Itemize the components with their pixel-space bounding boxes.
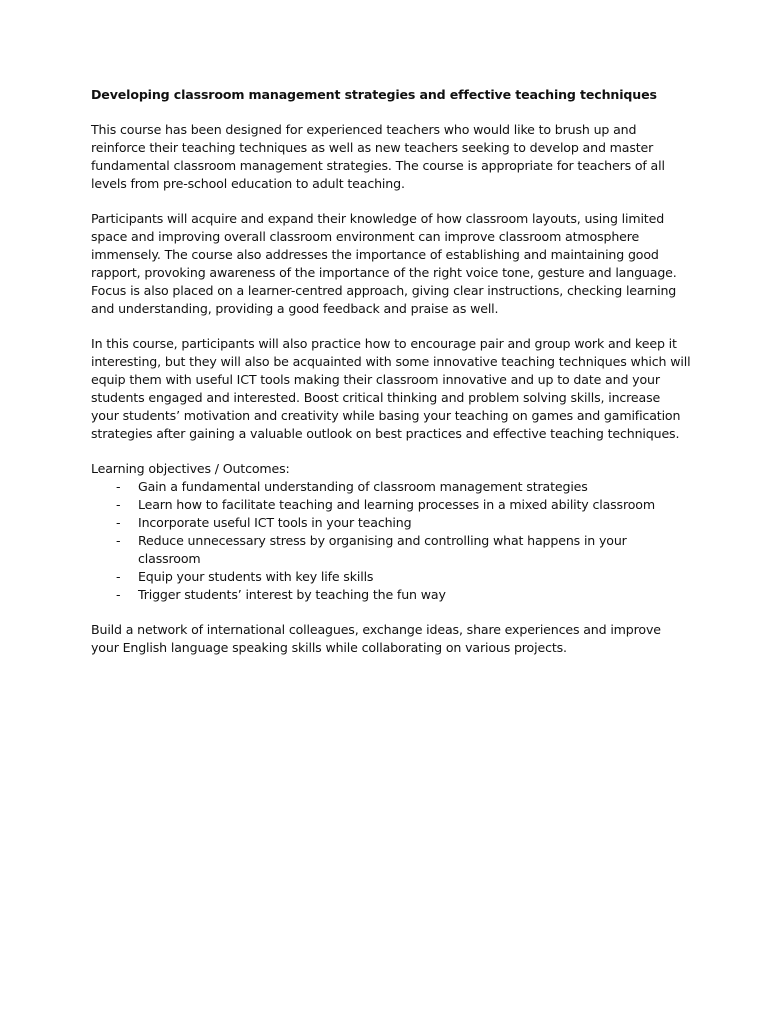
closing-paragraph: Build a network of international colleagues, exchange ideas, share experiences and improve your English language speaking skills while collaborating on various projects.: [91, 622, 661, 655]
bullet-dash: -: [116, 569, 121, 584]
objective-text: Reduce unnecessary stress by organising and controlling what happens in your classroom: [138, 533, 627, 566]
objective-text: Incorporate useful ICT tools in your teaching: [138, 515, 412, 530]
bullet-dash: -: [116, 479, 121, 494]
objective-text: Gain a fundamental understanding of classroom management strategies: [138, 479, 588, 494]
course-practice-paragraph: In this course, participants will also practice how to encourage pair and group work and keep it interesting, but they will also be acquainted with some innovative teaching techniques which will equip them with useful ICT tools making their classroom innovative and up to date and your students engaged and interested. Boost critical thinking and problem solving skills, increase your students’ motivation and creativity while basing your teaching on games and gamification strategies after gaining a valuable outlook on best practices and effective teaching techniques.: [91, 336, 691, 441]
list-item: [91, 586, 691, 604]
objective-text: Equip your students with key life skills: [138, 569, 374, 584]
objective-text: Learn how to facilitate teaching and learning processes in a mixed ability classroom: [138, 497, 655, 512]
objectives-heading: Learning objectives / Outcomes:: [91, 461, 290, 476]
objective-text: Trigger students’ interest by teaching the fun way: [138, 587, 446, 602]
list-item: [91, 514, 691, 532]
list-item: [91, 568, 691, 586]
bullet-dash: -: [116, 515, 121, 530]
list-item: [91, 496, 691, 514]
list-item: [91, 532, 691, 568]
participants-paragraph: Participants will acquire and expand their knowledge of how classroom layouts, using limited space and improving overall classroom environment can improve classroom atmosphere immensely. The course also addresses the importance of establishing and maintaining good rapport, provoking awareness of the importance of the right voice tone, gesture and language. Focus is also placed on a learner-centred approach, giving clear instructions, checking learning and understanding, providing a good feedback and praise as well.: [91, 211, 677, 316]
list-item: [91, 478, 691, 496]
document-title: Developing classroom management strategies and effective teaching techniques: [91, 87, 657, 102]
bullet-dash: -: [116, 497, 121, 512]
document-page: [91, 86, 691, 674]
intro-paragraph: This course has been designed for experienced teachers who would like to brush up and reinforce their teaching techniques as well as new teachers seeking to develop and master fundamental classroom management strategies. The course is appropriate for teachers of all levels from pre-school education to adult teaching.: [91, 122, 665, 191]
objectives-list: [91, 478, 691, 604]
bullet-dash: -: [116, 533, 121, 548]
bullet-dash: -: [116, 587, 121, 602]
